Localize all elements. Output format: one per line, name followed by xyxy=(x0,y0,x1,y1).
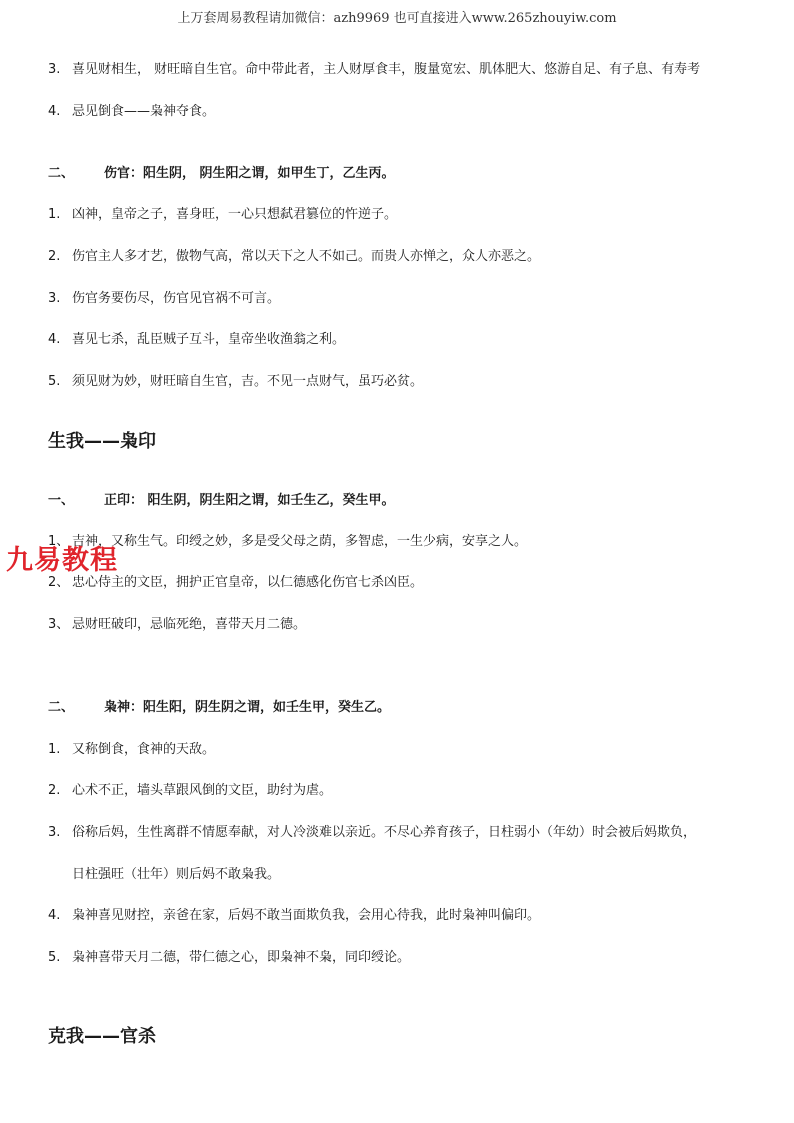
list-item xyxy=(48,533,754,551)
list-item xyxy=(48,782,754,800)
item-text: 吉神，又称生气。印绶之妙，多是受父母之荫，多智虑，一生少病，安享之人。 xyxy=(72,534,528,549)
list-item xyxy=(48,574,754,592)
page-header: 上万套周易教程请加微信：azh9969 也可直接进入www.265zhouyiw.com xyxy=(177,11,617,26)
section-heading: 克我——官杀 xyxy=(48,1026,156,1047)
item-text: 忌见倒食——枭神夺食。 xyxy=(72,104,216,119)
item-text: 心术不正，墙头草跟风倒的文臣，助纣为虐。 xyxy=(72,783,333,798)
item-text: 忌财旺破印，忌临死绝，喜带天月二德。 xyxy=(72,617,307,632)
item-text: 日柱强旺（壮年）则后妈不敢枭我。 xyxy=(72,867,281,882)
section-subheading xyxy=(48,699,754,717)
item-number: 4. xyxy=(48,332,61,347)
item-number: 1. xyxy=(48,742,61,757)
list-item xyxy=(48,907,754,925)
list-item xyxy=(48,290,754,308)
section-heading: 生我——枭印 xyxy=(48,431,156,452)
item-text: 俗称后妈，生性离群不情愿奉献，对人冷淡难以亲近。不尽心养育孩子，日柱弱小（年幼）时会被后妈欺负， xyxy=(72,825,697,840)
subheading-title: 伤官：阳生阴， 阴生阳之谓，如甲生丁，乙生丙。 xyxy=(104,166,395,181)
item-number: 4. xyxy=(48,104,61,119)
list-item xyxy=(48,949,754,967)
item-number: 3. xyxy=(48,825,61,840)
list-item xyxy=(48,741,754,759)
item-number: 5. xyxy=(48,374,61,389)
section-subheading xyxy=(48,492,754,510)
item-text: 须见财为妙，财旺暗自生官，吉。不见一点财气，虽巧必贫。 xyxy=(72,374,424,389)
subheading-title: 正印： 阳生阴，阴生阳之谓，如壬生乙，癸生甲。 xyxy=(104,493,395,508)
item-number: 2. xyxy=(48,249,61,264)
item-text: 枭神喜见财控，亲爸在家，后妈不敢当面欺负我，会用心待我，此时枭神叫偏印。 xyxy=(72,908,541,923)
list-item xyxy=(48,616,754,634)
item-number: 1. xyxy=(48,207,61,222)
subheading-title: 枭神：阳生阳，阴生阴之谓，如壬生甲，癸生乙。 xyxy=(104,700,391,715)
list-item xyxy=(48,61,754,79)
item-text: 喜见财相生， 财旺暗自生官。命中带此者，主人财厚食丰，腹量宽宏、肌体肥大、悠游自足、有子息、有寿考 xyxy=(72,62,701,77)
item-number: 2. xyxy=(48,783,61,798)
item-number: 4. xyxy=(48,908,61,923)
list-item xyxy=(48,824,754,842)
watermark-logo: 九易教程 xyxy=(6,545,118,576)
item-number: 3. xyxy=(48,62,61,77)
item-number: 3. xyxy=(48,291,61,306)
item-number: 1、 xyxy=(48,534,70,549)
item-text: 枭神喜带天月二德，带仁德之心，即枭神不枭，同印绶论。 xyxy=(72,950,411,965)
list-item xyxy=(48,206,754,224)
list-item xyxy=(48,248,754,266)
list-item-continuation xyxy=(48,866,754,884)
item-text: 喜见七杀，乱臣贼子互斗，皇帝坐收渔翁之利。 xyxy=(72,332,346,347)
item-number: 2、 xyxy=(48,575,70,590)
item-text: 又称倒食，食神的天敌。 xyxy=(72,742,216,757)
list-item xyxy=(48,373,754,391)
list-item xyxy=(48,103,754,121)
item-number: 3、 xyxy=(48,617,70,632)
subheading-number: 二、 xyxy=(48,166,75,181)
list-item xyxy=(48,331,754,349)
subheading-number: 二、 xyxy=(48,700,75,715)
item-text: 凶神，皇帝之子，喜身旺，一心只想弑君篡位的忤逆子。 xyxy=(72,207,398,222)
item-number: 5. xyxy=(48,950,61,965)
item-text: 忠心侍主的文臣，拥护正官皇帝，以仁德感化伤官七杀凶臣。 xyxy=(72,575,424,590)
section-subheading xyxy=(48,165,754,183)
item-text: 伤官务要伤尽，伤官见官祸不可言。 xyxy=(72,291,281,306)
item-text: 伤官主人多才艺，傲物气高，常以天下之人不如己。而贵人亦惮之，众人亦恶之。 xyxy=(72,249,541,264)
subheading-number: 一、 xyxy=(48,493,75,508)
